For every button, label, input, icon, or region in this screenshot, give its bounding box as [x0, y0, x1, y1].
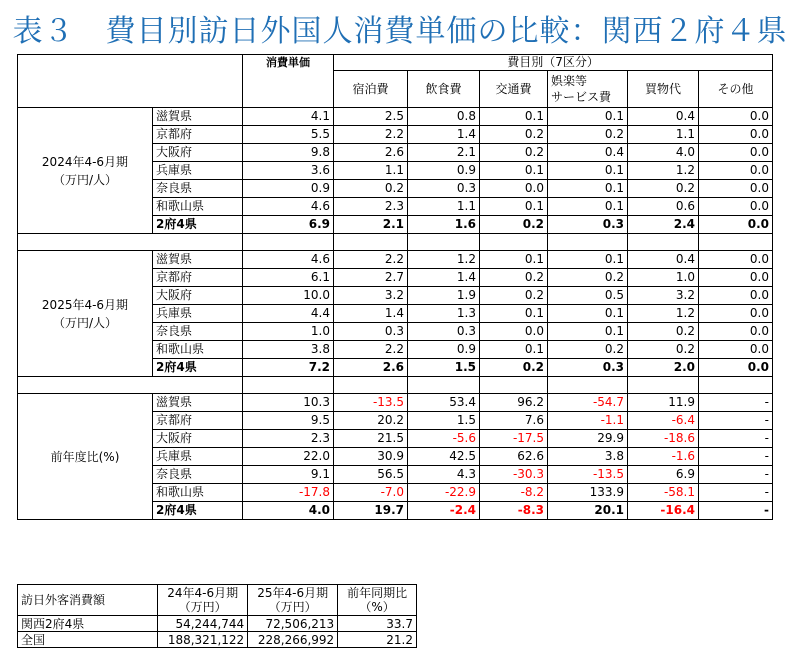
value-cell: 0.4 [548, 144, 628, 162]
value-cell: 0.0 [699, 198, 773, 216]
value-cell: 1.4 [408, 126, 480, 144]
value-cell: 1.4 [334, 305, 408, 323]
spacer-cell [18, 234, 243, 251]
value-cell: -17.5 [480, 430, 548, 448]
value-cell: 0.2 [548, 269, 628, 287]
value-cell: 5.5 [243, 126, 334, 144]
value-cell: 4.3 [408, 466, 480, 484]
value-cell: 0.0 [699, 162, 773, 180]
spacer-cell [480, 377, 548, 394]
spacer-cell [334, 377, 408, 394]
spacer-cell [699, 234, 773, 251]
value-cell: 0.0 [699, 359, 773, 377]
prefecture-name: 大阪府 [153, 287, 243, 305]
prefecture-name: 奈良県 [153, 323, 243, 341]
prefecture-name: 滋賀県 [153, 108, 243, 126]
value-cell: 3.2 [628, 287, 699, 305]
prefecture-row [18, 108, 773, 126]
value-cell: 0.0 [699, 341, 773, 359]
value-cell: 6.9 [243, 216, 334, 234]
value-cell: 0.0 [699, 305, 773, 323]
value-cell: 3.2 [334, 287, 408, 305]
prefecture-name: 2府4県 [153, 502, 243, 520]
summary-header-row [18, 585, 417, 616]
value-cell: 0.1 [548, 180, 628, 198]
spacer-row [18, 234, 773, 251]
value-cell: 0.0 [699, 287, 773, 305]
value-cell: 0.0 [480, 323, 548, 341]
summary-value-cell: 228,266,992 [248, 632, 338, 648]
value-cell: 56.5 [334, 466, 408, 484]
value-cell: 9.8 [243, 144, 334, 162]
value-cell: 1.1 [628, 126, 699, 144]
prefecture-name: 2府4県 [153, 216, 243, 234]
value-cell: 0.1 [480, 198, 548, 216]
value-cell: 2.0 [628, 359, 699, 377]
period-label: 前年度比(%) [18, 394, 153, 520]
value-cell: 1.1 [334, 162, 408, 180]
value-cell: 0.1 [480, 305, 548, 323]
value-cell: 0.0 [699, 144, 773, 162]
value-cell: 1.1 [408, 198, 480, 216]
value-cell: 1.5 [408, 359, 480, 377]
value-cell: 4.4 [243, 305, 334, 323]
value-cell: 0.9 [408, 341, 480, 359]
value-cell: 0.0 [480, 180, 548, 198]
spacer-cell [243, 234, 334, 251]
value-cell: 19.7 [334, 502, 408, 520]
value-cell: 3.8 [243, 341, 334, 359]
summary-row-name: 関西2府4県 [18, 616, 158, 632]
value-cell: 0.2 [628, 323, 699, 341]
value-cell: 0.1 [548, 108, 628, 126]
value-cell: 0.0 [699, 269, 773, 287]
value-cell: 29.9 [548, 430, 628, 448]
value-cell: -54.7 [548, 394, 628, 412]
value-cell: -17.8 [243, 484, 334, 502]
value-cell: 2.4 [628, 216, 699, 234]
value-cell: 0.0 [699, 323, 773, 341]
value-cell: 0.2 [480, 216, 548, 234]
value-cell: 0.9 [408, 162, 480, 180]
value-cell: 1.4 [408, 269, 480, 287]
summary-value-cell: 72,506,213 [248, 616, 338, 632]
value-cell: 2.5 [334, 108, 408, 126]
value-cell: 20.2 [334, 412, 408, 430]
spacer-cell [699, 377, 773, 394]
value-cell: 22.0 [243, 448, 334, 466]
value-cell: 4.6 [243, 198, 334, 216]
prefecture-row [18, 394, 773, 412]
summary-value-cell: 33.7 [338, 616, 417, 632]
value-cell: -18.6 [628, 430, 699, 448]
spacer-cell [548, 234, 628, 251]
value-cell: 0.2 [628, 341, 699, 359]
prefecture-name: 大阪府 [153, 430, 243, 448]
unit-price-header: 消費単価 [243, 55, 334, 108]
value-cell: 0.1 [548, 198, 628, 216]
value-cell: 2.2 [334, 341, 408, 359]
value-cell: 0.9 [243, 180, 334, 198]
value-cell: 0.1 [548, 323, 628, 341]
value-cell: 11.9 [628, 394, 699, 412]
summary-value-cell: 21.2 [338, 632, 417, 648]
category-header: 買物代 [628, 71, 699, 108]
value-cell: 1.0 [628, 269, 699, 287]
value-cell: 0.0 [699, 180, 773, 198]
category-header: その他 [699, 71, 773, 108]
value-cell: 2.6 [334, 359, 408, 377]
value-cell: 53.4 [408, 394, 480, 412]
value-cell: 1.5 [408, 412, 480, 430]
value-cell: 1.6 [408, 216, 480, 234]
value-cell: 2.6 [334, 144, 408, 162]
value-cell: 0.2 [480, 359, 548, 377]
summary-table [17, 584, 417, 648]
value-cell: 0.2 [480, 287, 548, 305]
summary-row-name: 全国 [18, 632, 158, 648]
value-cell: 96.2 [480, 394, 548, 412]
value-cell: - [699, 466, 773, 484]
value-cell: 0.1 [480, 251, 548, 269]
value-cell: 0.1 [548, 162, 628, 180]
value-cell: 1.9 [408, 287, 480, 305]
prefecture-name: 兵庫県 [153, 162, 243, 180]
value-cell: 9.1 [243, 466, 334, 484]
value-cell: 133.9 [548, 484, 628, 502]
value-cell: - [699, 430, 773, 448]
prefecture-name: 和歌山県 [153, 341, 243, 359]
value-cell: -6.4 [628, 412, 699, 430]
value-cell: - [699, 448, 773, 466]
category-header: 飲食費 [408, 71, 480, 108]
value-cell: 0.3 [548, 359, 628, 377]
summary-row [18, 616, 417, 632]
spacer-cell [548, 377, 628, 394]
summary-row-header: 訪日外客消費額 [18, 585, 158, 616]
prefecture-name: 奈良県 [153, 466, 243, 484]
value-cell: -7.0 [334, 484, 408, 502]
value-cell: 3.8 [548, 448, 628, 466]
value-cell: 0.1 [548, 305, 628, 323]
prefecture-name: 兵庫県 [153, 305, 243, 323]
prefecture-name: 京都府 [153, 269, 243, 287]
value-cell: 0.2 [480, 269, 548, 287]
category-header: 宿泊費 [334, 71, 408, 108]
spacer-cell [334, 234, 408, 251]
page-title: 表３ 費目別訪日外国人消費単価の比較：関西２府４県 [12, 14, 788, 49]
summary-value-cell: 54,244,744 [158, 616, 248, 632]
period-label: 2025年4-6月期 （万円/人） [18, 251, 153, 377]
spacer-cell [18, 377, 243, 394]
value-cell: 0.0 [699, 108, 773, 126]
value-cell: 0.4 [628, 251, 699, 269]
value-cell: 1.3 [408, 305, 480, 323]
value-cell: 0.8 [408, 108, 480, 126]
value-cell: -2.4 [408, 502, 480, 520]
spacer-cell [408, 234, 480, 251]
value-cell: 2.3 [243, 430, 334, 448]
value-cell: 9.5 [243, 412, 334, 430]
prefecture-name: 大阪府 [153, 144, 243, 162]
value-cell: 0.3 [408, 180, 480, 198]
value-cell: 2.1 [408, 144, 480, 162]
value-cell: - [699, 502, 773, 520]
category-group-header: 費目別（7区分） [334, 55, 773, 71]
value-cell: -16.4 [628, 502, 699, 520]
value-cell: -1.1 [548, 412, 628, 430]
value-cell: 0.6 [628, 198, 699, 216]
spacer-row [18, 377, 773, 394]
value-cell: 7.2 [243, 359, 334, 377]
value-cell: 4.0 [243, 502, 334, 520]
spacer-cell [628, 377, 699, 394]
spacer-cell [408, 377, 480, 394]
value-cell: -22.9 [408, 484, 480, 502]
value-cell: -13.5 [548, 466, 628, 484]
value-cell: 0.1 [480, 341, 548, 359]
value-cell: 1.0 [243, 323, 334, 341]
category-header: 交通費 [480, 71, 548, 108]
value-cell: 0.2 [480, 126, 548, 144]
value-cell: -8.2 [480, 484, 548, 502]
value-cell: 20.1 [548, 502, 628, 520]
value-cell: 0.2 [548, 341, 628, 359]
spending-comparison-table [17, 54, 773, 520]
value-cell: -13.5 [334, 394, 408, 412]
value-cell: 7.6 [480, 412, 548, 430]
value-cell: 10.3 [243, 394, 334, 412]
value-cell: 0.0 [699, 216, 773, 234]
value-cell: 0.2 [334, 180, 408, 198]
value-cell: 6.1 [243, 269, 334, 287]
spacer-cell [628, 234, 699, 251]
summary-row [18, 632, 417, 648]
value-cell: 2.2 [334, 126, 408, 144]
value-cell: 0.3 [408, 323, 480, 341]
prefecture-name: 滋賀県 [153, 251, 243, 269]
value-cell: - [699, 394, 773, 412]
value-cell: 2.3 [334, 198, 408, 216]
value-cell: -58.1 [628, 484, 699, 502]
value-cell: 21.5 [334, 430, 408, 448]
value-cell: 0.2 [480, 144, 548, 162]
value-cell: 0.4 [628, 108, 699, 126]
summary-column-header: 25年4-6月期 （万円） [248, 585, 338, 616]
value-cell: 0.1 [548, 251, 628, 269]
prefecture-name: 兵庫県 [153, 448, 243, 466]
prefecture-name: 和歌山県 [153, 484, 243, 502]
value-cell: - [699, 412, 773, 430]
value-cell: 62.6 [480, 448, 548, 466]
prefecture-name: 京都府 [153, 126, 243, 144]
value-cell: -1.6 [628, 448, 699, 466]
spacer-cell [243, 377, 334, 394]
value-cell: 2.7 [334, 269, 408, 287]
value-cell: 0.1 [480, 162, 548, 180]
value-cell: 0.1 [480, 108, 548, 126]
spacer-cell [480, 234, 548, 251]
header-row [18, 55, 773, 71]
summary-column-header: 前年同期比 （%） [338, 585, 417, 616]
value-cell: 2.2 [334, 251, 408, 269]
value-cell: -8.3 [480, 502, 548, 520]
prefecture-name: 2府4県 [153, 359, 243, 377]
value-cell: 2.1 [334, 216, 408, 234]
prefecture-name: 滋賀県 [153, 394, 243, 412]
value-cell: 0.2 [548, 126, 628, 144]
value-cell: - [699, 484, 773, 502]
header-corner-cell [18, 55, 243, 108]
value-cell: 0.2 [628, 180, 699, 198]
summary-value-cell: 188,321,122 [158, 632, 248, 648]
value-cell: 1.2 [628, 162, 699, 180]
prefecture-name: 京都府 [153, 412, 243, 430]
value-cell: 42.5 [408, 448, 480, 466]
value-cell: -30.3 [480, 466, 548, 484]
value-cell: 0.0 [699, 251, 773, 269]
value-cell: 0.5 [548, 287, 628, 305]
value-cell: -5.6 [408, 430, 480, 448]
period-label: 2024年4-6月期 （万円/人） [18, 108, 153, 234]
value-cell: 0.3 [334, 323, 408, 341]
value-cell: 4.6 [243, 251, 334, 269]
value-cell: 1.2 [628, 305, 699, 323]
value-cell: 30.9 [334, 448, 408, 466]
value-cell: 0.0 [699, 126, 773, 144]
value-cell: 4.0 [628, 144, 699, 162]
prefecture-row [18, 251, 773, 269]
value-cell: 10.0 [243, 287, 334, 305]
value-cell: 1.2 [408, 251, 480, 269]
value-cell: 0.3 [548, 216, 628, 234]
summary-column-header: 24年4-6月期 （万円） [158, 585, 248, 616]
prefecture-name: 和歌山県 [153, 198, 243, 216]
value-cell: 3.6 [243, 162, 334, 180]
category-header: 娯楽等 サービス費 [548, 71, 628, 108]
value-cell: 6.9 [628, 466, 699, 484]
prefecture-name: 奈良県 [153, 180, 243, 198]
value-cell: 4.1 [243, 108, 334, 126]
